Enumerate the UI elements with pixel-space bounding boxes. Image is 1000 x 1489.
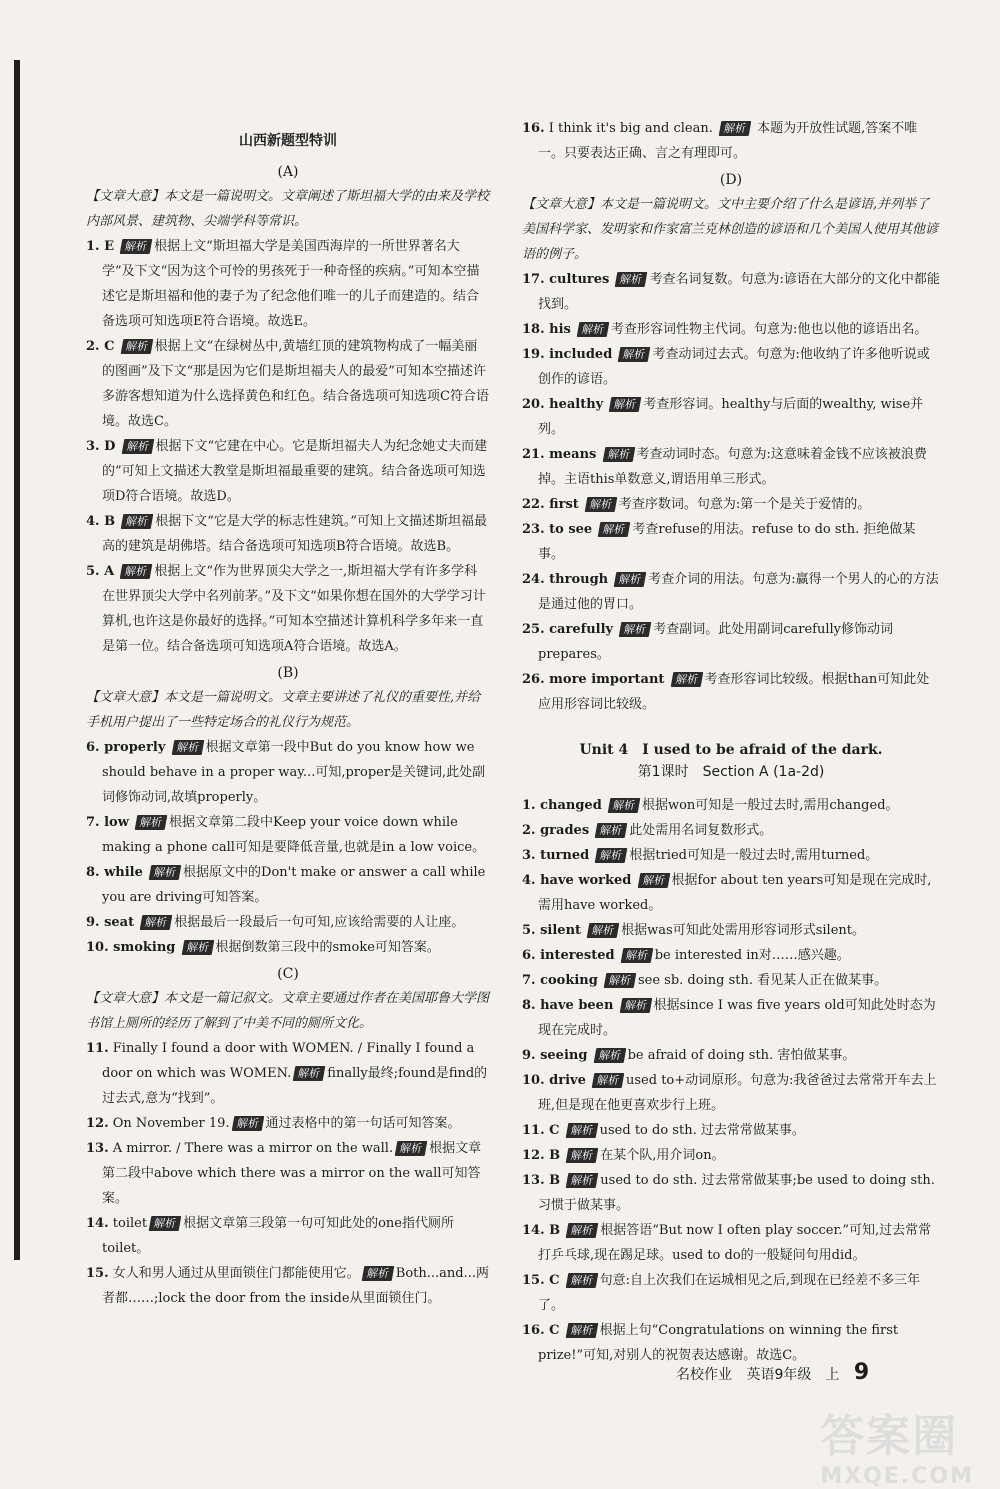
- analysis-text: 根据上文“斯坦福大学是美国西海岸的一所世界著名大学”及下文“因为这个可怜的男孩死于一种奇怪的疾病。”可知本空描述它是斯坦福和他的妻子为了纪念他们唯一的儿子而建造的。结合备选项可知选项E符合语境。故选E。: [102, 239, 480, 329]
- analysis-tag: 解析: [602, 447, 635, 462]
- answer-item: [86, 735, 490, 810]
- gist-d: 【文章大意】本文是一篇说明文。文中主要介绍了什么是谚语,并列举了美国科学家、发明家和作家富兰克林创造的谚语和几个美国人使用其他谚语的例子。: [522, 197, 939, 262]
- answer-number: 12. B: [522, 1148, 561, 1163]
- analysis-tag: 解析: [565, 1273, 598, 1288]
- answer-item: [522, 1068, 940, 1118]
- analysis-tag: 解析: [566, 1223, 599, 1238]
- answer-number: 19. included: [522, 347, 613, 362]
- answer-item: [522, 317, 940, 342]
- analysis-text: 在某个队,用介词on。: [600, 1148, 725, 1163]
- analysis-text: 考查动词时态。句意为:这意味着金钱不应该被浪费掉。主语this单数意义,谓语用单三形式。: [538, 447, 927, 487]
- answer-item: [86, 860, 490, 910]
- analysis-tag: 解析: [565, 1323, 598, 1338]
- answer-number: 18. his: [522, 322, 571, 337]
- answer-item: [86, 434, 490, 509]
- answer-item: [522, 968, 940, 993]
- analysis-text: be afraid of doing sth. 害怕做某事。: [627, 1048, 856, 1063]
- analysis-text: 根据原文中的Don't make or answer a call while you are driving可知答案。: [102, 865, 486, 905]
- analysis-tag: 解析: [149, 1216, 182, 1231]
- answer-number: 13. B: [522, 1173, 561, 1188]
- answer-number: 14.: [86, 1216, 109, 1231]
- answer-number: 26. more important: [522, 672, 665, 687]
- watermark-logo: [820, 1400, 974, 1489]
- answer-number: 5. A: [86, 564, 115, 579]
- answer-item: [86, 810, 490, 860]
- book-name: 名校作业: [676, 1367, 732, 1383]
- answer-number: 16.: [522, 121, 545, 136]
- answer-item: [522, 1268, 940, 1318]
- analysis-text: 本题为开放性试题,答案不唯一。只要表达正确、言之有理即可。: [538, 121, 918, 161]
- passage-c-heading: (C): [277, 966, 299, 982]
- analysis-text: 根据文章第二段中Keep your voice down while making a phone call可知是要降低音量,也就是in a low voice。: [102, 815, 486, 855]
- answer-number: 8. have been: [522, 998, 614, 1013]
- analysis-tag: 解析: [565, 1123, 598, 1138]
- analysis-tag: 解析: [120, 564, 153, 579]
- analysis-tag: 解析: [135, 815, 168, 830]
- answer-number: 7. cooking: [522, 973, 598, 988]
- answer-item: [522, 818, 940, 843]
- analysis-text: 根据下文“它建在中心。它是斯坦福夫人为纪念她丈夫而建的”可知上文描述大教堂是斯坦福最重要的建筑。结合备选项可知选项D符合语境。故选D。: [102, 439, 488, 504]
- analysis-tag: 解析: [149, 865, 182, 880]
- analysis-text: 考查refuse的用法。refuse to do sth. 拒绝做某事。: [538, 522, 916, 562]
- answer-number: 5. silent: [522, 923, 582, 938]
- analysis-text: 考查形容词。healthy与后面的wealthy, wise并列。: [538, 397, 924, 437]
- gist-c: 【文章大意】本文是一篇记叙文。文章主要通过作者在美国耶鲁大学图书馆上厕所的经历了解到了中美不同的厕所文化。: [86, 991, 490, 1031]
- analysis-text: 通过表格中的第一句话可知答案。: [265, 1116, 461, 1131]
- lesson-title: 第1课时 Section A (1a-2d): [637, 764, 825, 780]
- answer-item: [522, 517, 940, 567]
- analysis-tag: 解析: [598, 522, 631, 537]
- analysis-tag: 解析: [361, 1266, 394, 1281]
- analysis-tag: 解析: [592, 1073, 625, 1088]
- analysis-text: 根据文章第三段第一句可知此处的one指代厕所toilet。: [102, 1216, 454, 1256]
- answer-item: [522, 918, 940, 943]
- analysis-text: 根据倒数第三段中的smoke可知答案。: [215, 940, 440, 955]
- analysis-text: 考查动词过去式。句意为:他收纳了许多他听说或创作的谚语。: [538, 347, 930, 387]
- analysis-tag: 解析: [120, 239, 153, 254]
- analysis-tag: 解析: [121, 439, 154, 454]
- answer-text: A mirror. / There was a mirror on the wall.: [112, 1141, 394, 1156]
- answer-number: 10. drive: [522, 1073, 586, 1088]
- answer-number: 2. C: [86, 339, 115, 354]
- answer-number: 25. carefully: [522, 622, 614, 637]
- analysis-text: 根据won可知是一般过去时,需用changed。: [641, 798, 899, 813]
- answer-item: [86, 1136, 490, 1211]
- analysis-tag: 解析: [120, 339, 153, 354]
- analysis-tag: 解析: [595, 823, 628, 838]
- analysis-text: 根据上句“Congratulations on winning the first prize!”可知,对别人的祝贺表达感谢。故选C。: [538, 1323, 899, 1363]
- answer-item: [522, 793, 940, 818]
- analysis-text: 根据tried可知是一般过去时,需用turned。: [629, 848, 879, 863]
- unit-title: Unit 4 I used to be afraid of the dark.: [579, 742, 883, 758]
- analysis-text: 根据下文“它是大学的标志性建筑。”可知上文描述斯坦福最高的建筑是胡佛塔。结合备选项可知选项B符合语境。故选B。: [102, 514, 488, 554]
- answer-number: 7. low: [86, 815, 129, 830]
- answer-item: [86, 234, 490, 334]
- analysis-text: finally最终;found是find的过去式,意为“找到”。: [102, 1066, 488, 1106]
- analysis-text: 考查副词。此处用副词carefully修饰动词prepares。: [538, 622, 894, 662]
- answer-text: Finally I found a door with WOMEN. / Finally I found a door on which was WOMEN.: [102, 1041, 475, 1081]
- passage-a-heading: (A): [277, 164, 299, 180]
- analysis-text: 根据上文“在绿树丛中,黄墙红顶的建筑物构成了一幅美丽的图画”及下文“那是因为它们是斯坦福夫人的最爱”可知本空描述许多游客想知道为什么选择黄色和红色。结合备选项可知选项C符合语境。故选C。: [102, 339, 489, 429]
- analysis-tag: 解析: [140, 915, 173, 930]
- analysis-text: 句意:自上次我们在运城相见之后,到现在已经差不多三年了。: [538, 1273, 921, 1313]
- section-title: 山西新题型特训: [239, 133, 337, 149]
- answer-number: 6. properly: [86, 740, 166, 755]
- page-number: 9: [853, 1360, 870, 1385]
- analysis-tag: 解析: [620, 948, 653, 963]
- analysis-tag: 解析: [609, 397, 642, 412]
- analysis-text: 此处需用名词复数形式。: [629, 823, 773, 838]
- analysis-tag: 解析: [293, 1066, 326, 1081]
- answer-number: 11. C: [522, 1123, 560, 1138]
- answer-number: 1. changed: [522, 798, 602, 813]
- answer-item: [522, 392, 940, 442]
- answer-number: 12.: [86, 1116, 109, 1131]
- analysis-tag: 解析: [619, 998, 652, 1013]
- answer-item: [86, 334, 490, 434]
- answer-item: [522, 943, 940, 968]
- analysis-text: 考查形容词比较级。根据than可知此处应用形容词比较级。: [538, 672, 930, 712]
- answer-item: [86, 1036, 490, 1111]
- answer-number: 3. D: [86, 439, 116, 454]
- answer-item: [86, 509, 490, 559]
- analysis-tag: 解析: [614, 572, 647, 587]
- analysis-text: 根据答语“But now I often play soccer.”可知,过去常常打乒乓球,现在踢足球。used to do的一般疑问句用did。: [538, 1223, 932, 1263]
- analysis-tag: 解析: [619, 622, 652, 637]
- analysis-text: 根据was可知此处需用形容词形式silent。: [621, 923, 865, 938]
- binding-edge: [14, 60, 20, 1260]
- analysis-tag: 解析: [670, 672, 703, 687]
- answer-item: [522, 843, 940, 868]
- answer-item: [522, 617, 940, 667]
- analysis-tag: 解析: [595, 848, 628, 863]
- answer-number: 4. have worked: [522, 873, 632, 888]
- answer-item: [522, 1118, 940, 1143]
- analysis-text: 根据文章第二段中above which there was a mirror on the wall可知答案。: [102, 1141, 482, 1206]
- subject-grade: 英语9年级 上: [746, 1367, 840, 1383]
- answer-item: [522, 1218, 940, 1268]
- answer-number: 23. to see: [522, 522, 593, 537]
- answer-number: 20. healthy: [522, 397, 604, 412]
- answer-text: toilet: [112, 1216, 148, 1231]
- analysis-text: 根据上文“作为世界顶尖大学之一,斯坦福大学有许多学科在世界顶尖大学中名列前茅。”及下文“如果你想在国外的大学学习计算机,也许这是你最好的选择。”可知本空描述计算机科学多年来一直是第一位。结合备选项可知选项A符合语境。故选A。: [102, 564, 486, 654]
- analysis-tag: 解析: [171, 740, 204, 755]
- analysis-text: used to do sth. 过去常常做某事;be used to doing sth. 习惯于做某事。: [538, 1173, 935, 1213]
- answer-number: 14. B: [522, 1223, 561, 1238]
- answer-item: [522, 667, 940, 717]
- answer-item: [522, 1043, 940, 1068]
- analysis-text: Both...and...两者都……;lock the door from the inside从里面锁住门。: [102, 1266, 489, 1306]
- answer-number: 9. seeing: [522, 1048, 588, 1063]
- answer-item: [86, 935, 490, 960]
- answer-number: 16. C: [522, 1323, 560, 1338]
- gist-a: 【文章大意】本文是一篇说明文。文章阐述了斯坦福大学的由来及学校内部风景、建筑物、尖端学科等常识。: [86, 189, 490, 229]
- analysis-text: be interested in对……感兴趣。: [654, 948, 850, 963]
- analysis-tag: 解析: [181, 940, 214, 955]
- answer-item: [86, 1111, 490, 1136]
- answer-number: 17. cultures: [522, 272, 610, 287]
- analysis-text: 根据文章第一段中But do you know how we should behave in a proper way...可知,proper是关键词,此处副词修饰动词,故填properly。: [102, 740, 486, 805]
- answer-item: [86, 910, 490, 935]
- answer-number: 21. means: [522, 447, 597, 462]
- analysis-tag: 解析: [566, 1148, 599, 1163]
- analysis-tag: 解析: [615, 272, 648, 287]
- page-footer: [676, 1360, 869, 1385]
- analysis-text: 根据for about ten years可知是现在完成时,需用have worked。: [538, 873, 932, 913]
- gist-b: 【文章大意】本文是一篇说明文。文章主要讲述了礼仪的重要性,并给手机用户提出了一些特定场合的礼仪行为规范。: [86, 690, 481, 730]
- answer-number: 8. while: [86, 865, 143, 880]
- answer-number: 3. turned: [522, 848, 590, 863]
- analysis-tag: 解析: [585, 497, 618, 512]
- answer-item: [522, 116, 940, 166]
- answer-number: 24. through: [522, 572, 609, 587]
- answer-item: [86, 559, 490, 659]
- answer-item: [522, 868, 940, 918]
- left-column: [86, 112, 490, 1311]
- passage-b-heading: (B): [277, 665, 299, 681]
- answer-number: 13.: [86, 1141, 109, 1156]
- analysis-tag: 解析: [587, 923, 620, 938]
- answer-number: 6. interested: [522, 948, 615, 963]
- analysis-tag: 解析: [566, 1173, 599, 1188]
- analysis-tag: 解析: [719, 121, 752, 136]
- analysis-text: see sb. doing sth. 看见某人正在做某事。: [637, 973, 888, 988]
- answer-number: 4. B: [86, 514, 116, 529]
- answer-number: 15.: [86, 1266, 109, 1281]
- watermark-sub: MXQE.COM: [820, 1464, 974, 1489]
- watermark-main: 答案圈: [820, 1411, 959, 1462]
- analysis-text: 考查形容词性物主代词。句意为:他也以他的谚语出名。: [611, 322, 928, 337]
- answer-item: [522, 993, 940, 1043]
- analysis-tag: 解析: [121, 514, 154, 529]
- analysis-text: 考查名词复数。句意为:谚语在大部分的文化中都能找到。: [538, 272, 940, 312]
- analysis-text: used to+动词原形。句意为:我爸爸过去常常开车去上班,但是现在他更喜欢步行上班。: [538, 1073, 937, 1113]
- analysis-tag: 解析: [608, 798, 641, 813]
- answer-number: 1. E: [86, 239, 115, 254]
- analysis-tag: 解析: [577, 322, 610, 337]
- passage-d-heading: (D): [719, 172, 743, 188]
- answer-number: 2. grades: [522, 823, 590, 838]
- answer-number: 22. first: [522, 497, 579, 512]
- answer-text: 女人和男人通过从里面锁住门都能使用它。: [112, 1266, 360, 1281]
- answer-item: [522, 267, 940, 317]
- answer-item: [522, 492, 940, 517]
- analysis-tag: 解析: [231, 1116, 264, 1131]
- analysis-text: used to do sth. 过去常常做某事。: [599, 1123, 805, 1138]
- answer-item: [86, 1261, 490, 1311]
- analysis-tag: 解析: [593, 1048, 626, 1063]
- analysis-text: 根据最后一段最后一句可知,应该给需要的人让座。: [174, 915, 465, 930]
- analysis-tag: 解析: [395, 1141, 428, 1156]
- analysis-text: 考查介词的用法。句意为:赢得一个男人的心的方法是通过他的胃口。: [538, 572, 939, 612]
- answer-item: [522, 442, 940, 492]
- answer-number: 10. smoking: [86, 940, 176, 955]
- answer-number: 15. C: [522, 1273, 560, 1288]
- analysis-text: 根据since I was five years old可知此处时态为现在完成时。: [538, 998, 936, 1038]
- analysis-tag: 解析: [637, 873, 670, 888]
- answer-item: [86, 1211, 490, 1261]
- answer-number: 9. seat: [86, 915, 135, 930]
- answer-number: 11.: [86, 1041, 109, 1056]
- answer-item: [522, 1168, 940, 1218]
- analysis-text: 考查序数词。句意为:第一个是关于爱情的。: [618, 497, 871, 512]
- analysis-tag: 解析: [618, 347, 651, 362]
- answer-text: On November 19.: [112, 1116, 230, 1131]
- answer-item: [522, 567, 940, 617]
- answer-item: [522, 1143, 940, 1168]
- answer-text: I think it's big and clean.: [548, 121, 713, 136]
- right-column: [522, 116, 940, 1368]
- analysis-tag: 解析: [604, 973, 637, 988]
- answer-item: [522, 342, 940, 392]
